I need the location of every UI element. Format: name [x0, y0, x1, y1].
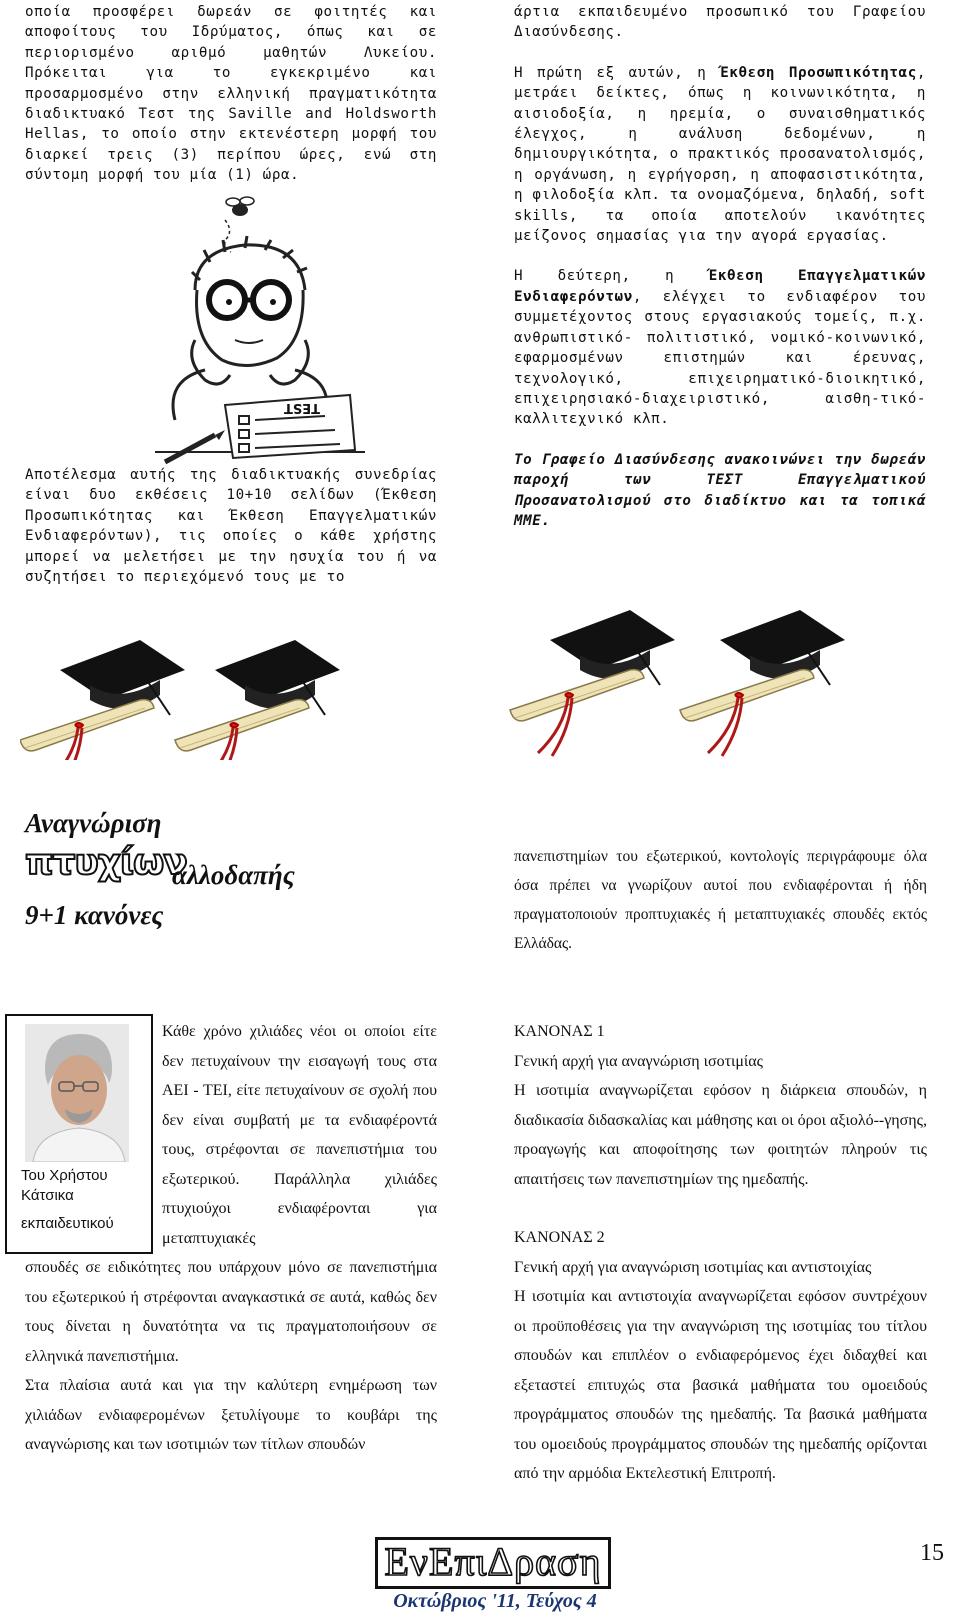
- right-top-paragraph: άρτια εκπαιδευμένο προσωπικό του Γραφείου Διασύνδεσης.: [514, 4, 926, 41]
- student-test-cartoon: [155, 190, 365, 465]
- author-caption: [21, 1166, 141, 1234]
- left-top-text: [25, 2, 437, 186]
- right-intro-text: [514, 842, 927, 958]
- rule1-subtitle: Γενική αρχή για αναγνώριση ισοτιμίας: [514, 1052, 763, 1070]
- rule2-text: Η ισοτιμία και αντιστοιχία αναγνωρίζεται εφόσον συντρέχουν οι προϋποθέσεις για την αναγνώριση της ισοτιμίας του τίτλου σπουδών και επιπλέον ο ενδιαφερόμενος έχει διδαχθεί και εξεταστεί επιτυχώς στα βασικά μαθήματα του ομοειδούς προγράμματος σπουδών της ημεδαπής. Τα βασικά μαθήματα του ομοειδούς προγράμματος σπουδών της ημεδαπής ορίζονται από την αρμόδια Εκτελεστική Επιτροπή.: [514, 1288, 927, 1482]
- graduation-svg: [20, 600, 930, 760]
- rule1-title: ΚΑΝΟΝΑΣ 1: [514, 1023, 605, 1040]
- rule2-title: ΚΑΝΟΝΑΣ 2: [514, 1229, 605, 1246]
- para1-post: , μετράει δείκτες, όπως η κοινωνικότητα, η αισιοδοξία, η ηρεμία, ο συναισθηματικός έλεγχος, η ανάλυση δεδομένων, η δημιουργικότητα, ο πρακτικός προσανατολισμός, η οργάνωση, η εγρήγορση, η αποφασιστικότητα, η φιλοδοξία κλπ. τα ονομαζόμενα, δηλαδή, soft skills, τα οποία αποτελούν ικανότητες μείζονος σημασίας για την αγορά εργασίας.: [514, 64, 926, 245]
- diploma-icon-3: [510, 610, 675, 756]
- diploma-icon-1: [20, 640, 185, 760]
- article-title-line2: αλλοδαπής: [172, 860, 295, 890]
- announcement-paragraph: Το Γραφείο Διασύνδεσης ανακοινώνει την δωρεάν παροχή των ΤΕΣΤ Επαγγελματικού Προσανατολισμού στο διαδίκτυο και τα τοπικά ΜΜΕ.: [514, 451, 926, 529]
- para1-pre: Η πρώτη εξ αυτών, η: [514, 64, 721, 81]
- left-result-text: [25, 465, 437, 587]
- author-caption-line2: Κάτσικα: [21, 1187, 74, 1204]
- diploma-icon-2: [175, 640, 340, 760]
- article-title-line1: Αναγνώριση: [25, 808, 162, 838]
- author-caption-line3: εκπαιδευτικού: [21, 1215, 114, 1232]
- para2-pre: Η δεύτερη, η: [514, 268, 709, 285]
- result-paragraph: Αποτέλεσμα αυτής της διαδικτυακής συνεδρίας είναι δυο εκθέσεις 10+10 σελίδων (Έκθεση Προσωπικότητας και Έκθεση Επαγγελματικών Ενδιαφερόντων), τις οποίες ο κάθε χρήστης μπορεί να μελετήσει με την ησυχία του ή να συζητήσει το περιεχόμενό τους με το: [25, 467, 437, 586]
- cartoon-test-label: TEST: [284, 400, 320, 415]
- right-column-text: [514, 2, 926, 531]
- personality-report-title: Έκθεση Προσωπικότητας: [720, 64, 917, 81]
- diploma-icon-4: [680, 610, 845, 756]
- author-photo-frame: [5, 1014, 153, 1254]
- author-photo: [25, 1024, 129, 1162]
- rules-column: [514, 1017, 927, 1489]
- graduation-illustrations: [20, 600, 930, 760]
- right-intro-paragraph: πανεπιστημίων του εξωτερικού, κοντολογίς περιγράφουμε όλα όσα πρέπει να γνωρίζουν αυτοί που ενδιαφέρονται ή ήδη πραγματοποιούν προπτυχιακές ή μεταπτυχιακές σπουδές εκτός Ελλάδας.: [514, 848, 927, 952]
- rule2-subtitle: Γενική αρχή για αναγνώριση ισοτιμίας και αντιστοιχίας: [514, 1258, 872, 1276]
- author-caption-line1: Του Χρήστου: [21, 1167, 108, 1184]
- intro-beside-photo-paragraph: Κάθε χρόνο χιλιάδες νέοι οι οποίοι είτε δεν πετυχαίνουν την εισαγωγή τους στα ΑΕΙ - ΤΕΙ, είτε πετυχαίνουν σε σχολή που δεν είναι συμβατή με τα ενδιαφέροντά τους, στρέφονται σε πανεπιστήμια του εξωτερικού. Παράλληλα χιλιάδες πτυχιούχοι ενδιαφέρονται για μεταπτυχιακές: [162, 1023, 437, 1247]
- intro-beside-photo: [162, 1017, 437, 1253]
- page-number: 15: [920, 1540, 944, 1566]
- issue-info: Οκτώβριος '11, Τεύχος 4: [393, 1590, 597, 1612]
- interests-report-paragraph: [514, 266, 926, 429]
- intro-second-paragraph: Στα πλαίσια αυτά και για την καλύτερη ενημέρωση των χιλιάδων ενδιαφερομένων ξετυλίγουμε το κουβάρι της αναγνώρισης και των ισοτιμιών των τίτλων σπουδών: [25, 1377, 437, 1453]
- article-title-big-word: πτυχίων: [25, 842, 187, 883]
- interests-report-title: Έκθεση Επαγγελματικών Ενδιαφερόντων: [514, 268, 927, 305]
- magazine-logo: ΕνΕπιΔραση: [375, 1537, 611, 1589]
- para2-post: , ελέγχει το ενδιαφέρον του συμμετέχοντος στους εργασιακούς τομείς, π.χ. ανθρωπιστικό- πολιτιστικό, νομικό-κοινωνικό, εφαρμοσμένων επιστημών και έρευνας, τεχνολογικό, επιχειρηματικό-διοικητικό, επιχειρησιακό-διαχειριστικό, αισθη-τικό-καλλιτεχνικό κλπ.: [514, 288, 926, 428]
- intro-full-paragraph: σπουδές σε ειδικότητες που υπάρχουν μόνο σε πανεπιστήμια του εξωτερικού ή στρέφονται αναγκαστικά σε αυτά, καθώς δεν τους δίνεται η δυνατότητα να τις πραγματοποιήσουν σε ελληνικά πανεπιστήμια.: [25, 1259, 437, 1365]
- intro-full-text: [25, 1253, 437, 1460]
- left-top-paragraph: οποία προσφέρει δωρεάν σε φοιτητές και αποφοίτους του Ιδρύματος, όπως και σε περιορισμένο αριθμό μαθητών Λυκείου. Πρόκειται για το εγκεκριμένο και προσαρμοσμένο στην ελληνική πραγματικότητα διαδικτυακό Τεστ της Saville and Holdsworth Hellas, το οποίο στην εκτενέστερη μορφή του διαρκεί τρεις (3) περίπου ώρες, ενώ στη σύντομη μορφή του μία (1) ώρα.: [25, 4, 437, 184]
- personality-report-paragraph: [514, 63, 926, 247]
- article-title-line3: 9+1 κανόνες: [25, 900, 164, 930]
- rule1-text: Η ισοτιμία αναγνωρίζεται εφόσον η διάρκεια σπουδών, η διαδικασία διδασκαλίας και μάθησης και οι όροι αξιολό--γησης, προαγωγής και αποφοίτησης των φοιτητών πληρούν τις απαιτήσεις των πανεπιστημίων της ημεδαπής.: [514, 1082, 927, 1188]
- cartoon-svg: [155, 190, 365, 465]
